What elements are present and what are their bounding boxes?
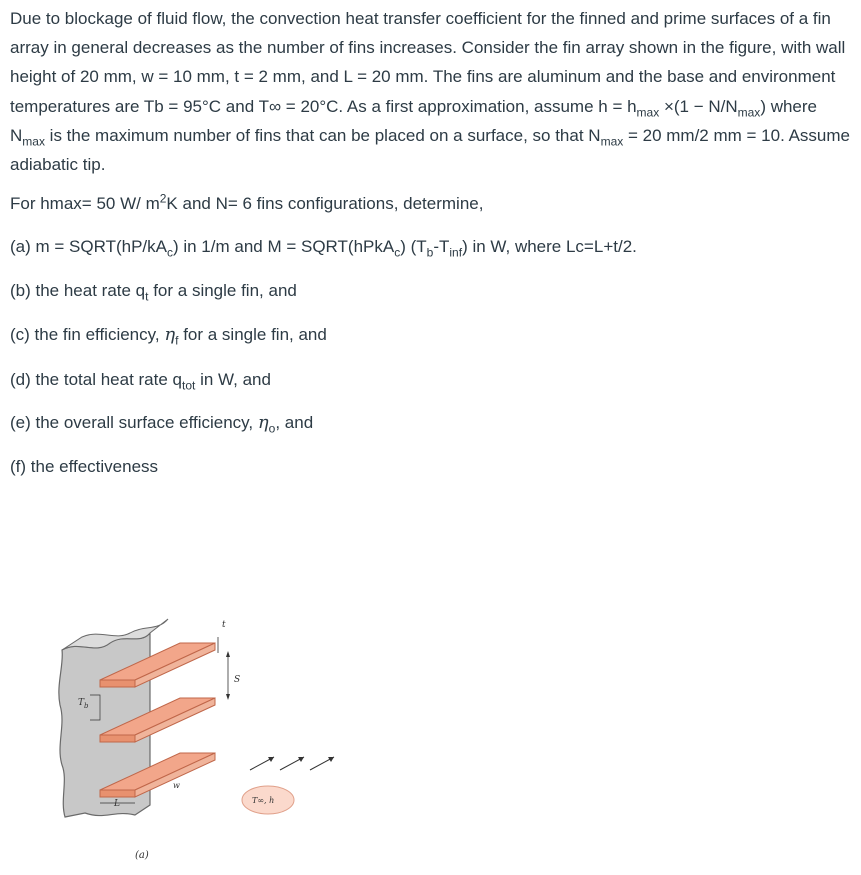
- label-tb: T: [78, 698, 85, 708]
- nmax-subscript: max: [600, 134, 624, 149]
- qa-text-3: ) (T: [400, 237, 427, 256]
- qa-text-5: ) in W, where Lc=L+t/2.: [462, 237, 637, 256]
- eta-symbol: η: [164, 324, 176, 345]
- nmax-subscript: max: [22, 134, 45, 149]
- qb-sub: t: [145, 289, 149, 304]
- given-superscript: 2: [159, 191, 167, 206]
- qd-text-1: (d) the total heat rate q: [10, 370, 182, 389]
- qd-sub: tot: [182, 378, 196, 393]
- qe-sub: o: [268, 421, 276, 436]
- qe-text-2: , and: [275, 413, 314, 432]
- qd-text-2: in W, and: [195, 370, 271, 389]
- question-c: [10, 324, 327, 346]
- hmax-subscript: max: [636, 105, 660, 119]
- intro-text-2: ×(1 − N/N: [659, 96, 738, 116]
- qc-text-2: for a single fin, and: [178, 325, 327, 344]
- qc-sub: f: [175, 333, 179, 348]
- question-e: [10, 412, 313, 434]
- label-tinf: T∞, h: [252, 796, 275, 805]
- fin-front-face: [100, 680, 135, 687]
- label-tb-sub: b: [84, 702, 89, 710]
- intro-text-4: is the maximum number of fins that can be placed on a surface, so that N: [44, 125, 601, 145]
- given-text: For hmax= 50 W/ m: [10, 194, 160, 213]
- label-s: S: [234, 675, 241, 685]
- intro-text-1: Due to blockage of fluid flow, the convection heat transfer coefficient for the finned and prime surfaces of a fin array in general decreases as the number of fins increases. Consider the fin array shown in the figure, with wall height of 20 mm, w = 10 mm, t = 2 mm, and L = 20 mm. The fins are aluminum and the base and environment temperatures are Tb = 95°C and T∞ = 20°C. As a first approximation, assume h = h: [10, 9, 846, 116]
- qa-sub-4: inf: [449, 245, 463, 260]
- question-b: [10, 280, 297, 302]
- qc-text-1: (c) the fin efficiency,: [10, 325, 165, 344]
- label-w: w: [173, 781, 180, 790]
- fin-front-face: [100, 790, 135, 797]
- qa-sub-2: c: [394, 245, 401, 260]
- qb-text-1: (b) the heat rate q: [10, 281, 146, 300]
- qa-text-2: ) in 1/m and M = SQRT(hPkA: [172, 237, 395, 256]
- qa-text-1: (a) m = SQRT(hP/kA: [10, 237, 167, 256]
- intro-text-3: ) where N: [10, 96, 817, 145]
- arrow-icon: [226, 651, 230, 657]
- qe-text-1: (e) the overall surface efficiency,: [10, 413, 258, 432]
- qb-text-2: for a single fin, and: [148, 281, 297, 300]
- problem-statement: [10, 4, 855, 179]
- qa-sub-1: c: [166, 245, 173, 260]
- question-f: [10, 456, 158, 478]
- question-a: [10, 236, 637, 258]
- given-line: [10, 193, 483, 215]
- figure-caption: (a): [135, 850, 149, 861]
- qa-sub-3: b: [426, 245, 434, 260]
- arrow-icon: [226, 694, 230, 700]
- intro-text-5: = 20 mm/2 mm = 10. Assume adiabatic tip.: [10, 125, 851, 175]
- qa-text-4: -T: [433, 237, 450, 256]
- question-d: [10, 369, 271, 391]
- given-text-2: K and N= 6 fins configurations, determine,: [166, 194, 484, 213]
- label-l: L: [114, 799, 120, 809]
- fin-front-face: [100, 735, 135, 742]
- label-t: t: [222, 620, 226, 630]
- qf-text: (f) the effectiveness: [10, 457, 159, 476]
- eta-symbol: η: [257, 412, 269, 433]
- fin-array-figure: [40, 605, 370, 865]
- nmax-subscript: max: [737, 105, 761, 119]
